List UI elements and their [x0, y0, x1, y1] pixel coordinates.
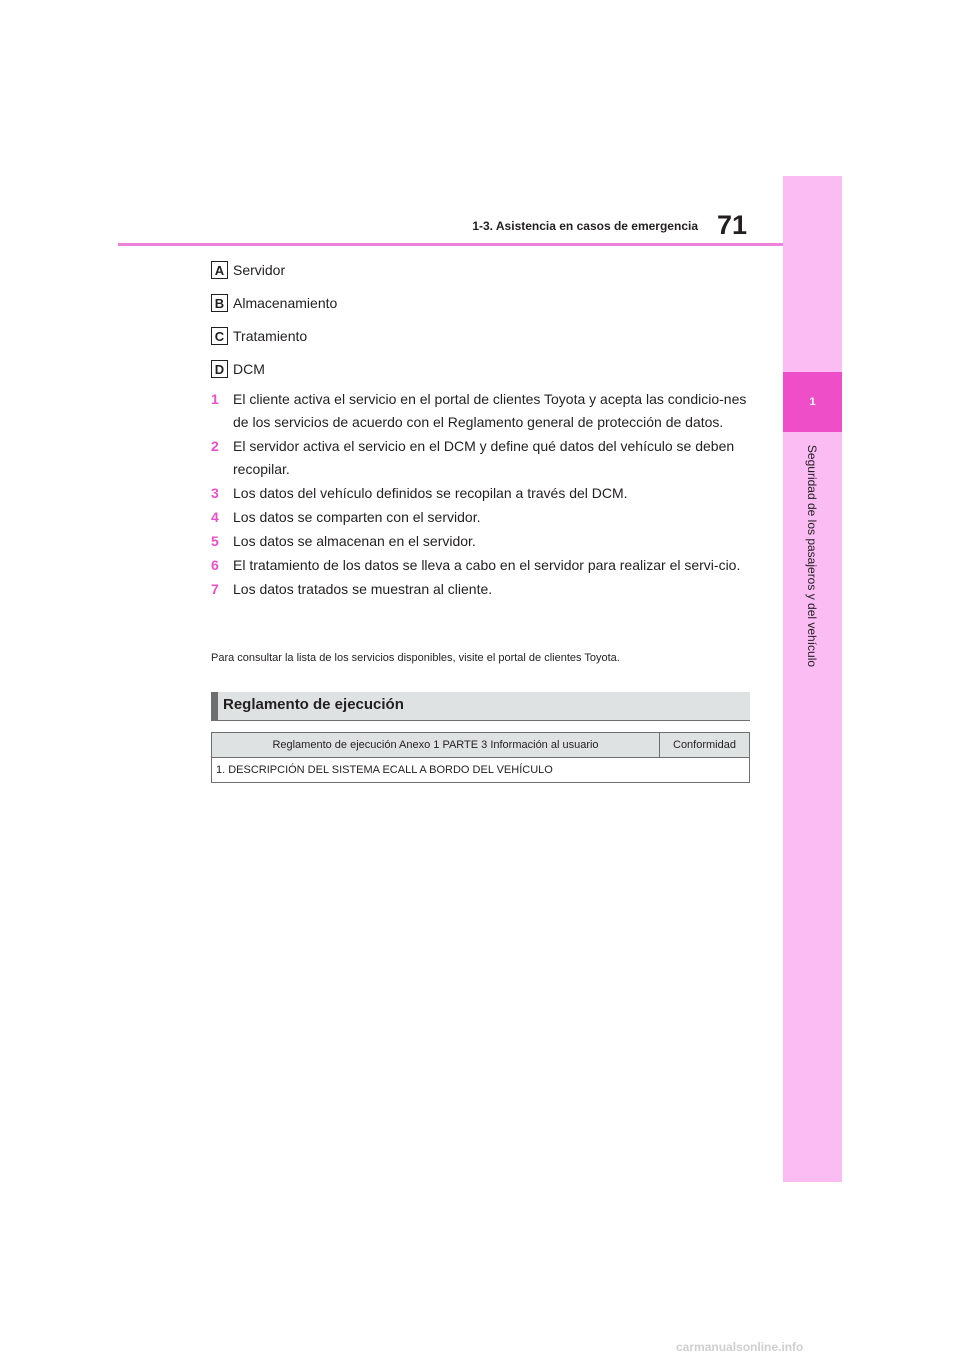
regulation-table: [211, 732, 750, 783]
step-item: [211, 388, 751, 434]
header-rule: [118, 243, 783, 246]
chapter-number-badge: 1: [783, 372, 842, 432]
legend-badge: C: [211, 327, 228, 345]
step-number: 6: [211, 557, 219, 573]
table-header-conformity: Conformidad: [660, 733, 750, 758]
step-item: [211, 482, 751, 505]
step-item: [211, 435, 751, 481]
step-number: 4: [211, 509, 219, 525]
page-number: 71: [717, 210, 748, 240]
legend-badge: B: [211, 294, 228, 312]
legend-text: Servidor: [233, 262, 286, 278]
step-number: 2: [211, 438, 219, 454]
legend-badge: D: [211, 360, 228, 378]
section-heading-title: Reglamento de ejecución: [223, 696, 404, 713]
legend-badge: A: [211, 261, 228, 279]
step-text: Los datos del vehículo definidos se recopilan a través del DCM.: [233, 485, 628, 501]
step-item: [211, 530, 751, 553]
chapter-title: Seguridad de los pasajeros y del vehículo: [805, 444, 819, 668]
section-heading: [211, 692, 750, 721]
step-text: Los datos tratados se muestran al cliente.: [233, 581, 493, 597]
table-header-regulation: Reglamento de ejecución Anexo 1 PARTE 3 Información al usuario: [212, 733, 660, 758]
step-number: 3: [211, 485, 219, 501]
side-tab: [783, 176, 842, 1182]
section-heading-bar: [211, 692, 218, 720]
footer-watermark: carmanualsonline.info: [676, 1340, 804, 1354]
table-cell: 1. DESCRIPCIÓN DEL SISTEMA ECALL A BORDO DEL VEHÍCULO: [212, 758, 750, 783]
legend-text: Tratamiento: [233, 328, 308, 344]
section-header-title: 1-3. Asistencia en casos de emergencia: [472, 219, 698, 233]
services-note: Para consultar la lista de los servicios disponibles, visite el portal de clientes Toyota.: [211, 652, 620, 664]
step-number: 5: [211, 533, 219, 549]
step-item: [211, 506, 751, 529]
legend-text: Almacenamiento: [233, 295, 338, 311]
table-row: [212, 758, 750, 783]
table-header-row: [212, 733, 750, 758]
step-number: 7: [211, 581, 219, 597]
step-text: Los datos se comparten con el servidor.: [233, 509, 481, 525]
step-text: El cliente activa el servicio en el portal de clientes Toyota y acepta las condicio-nes de los servicios de acuerdo con el Reglamento general de protección de datos.: [233, 391, 747, 430]
step-text: El tratamiento de los datos se lleva a cabo en el servidor para realizar el servi-cio.: [233, 557, 741, 573]
legend-text: DCM: [233, 361, 265, 377]
step-text: El servidor activa el servicio en el DCM y define qué datos del vehículo se deben recopilar.: [233, 438, 735, 477]
step-number: 1: [211, 391, 219, 407]
step-list: [211, 388, 751, 602]
step-text: Los datos se almacenan en el servidor.: [233, 533, 476, 549]
step-item: [211, 554, 751, 577]
step-item: [211, 578, 751, 601]
